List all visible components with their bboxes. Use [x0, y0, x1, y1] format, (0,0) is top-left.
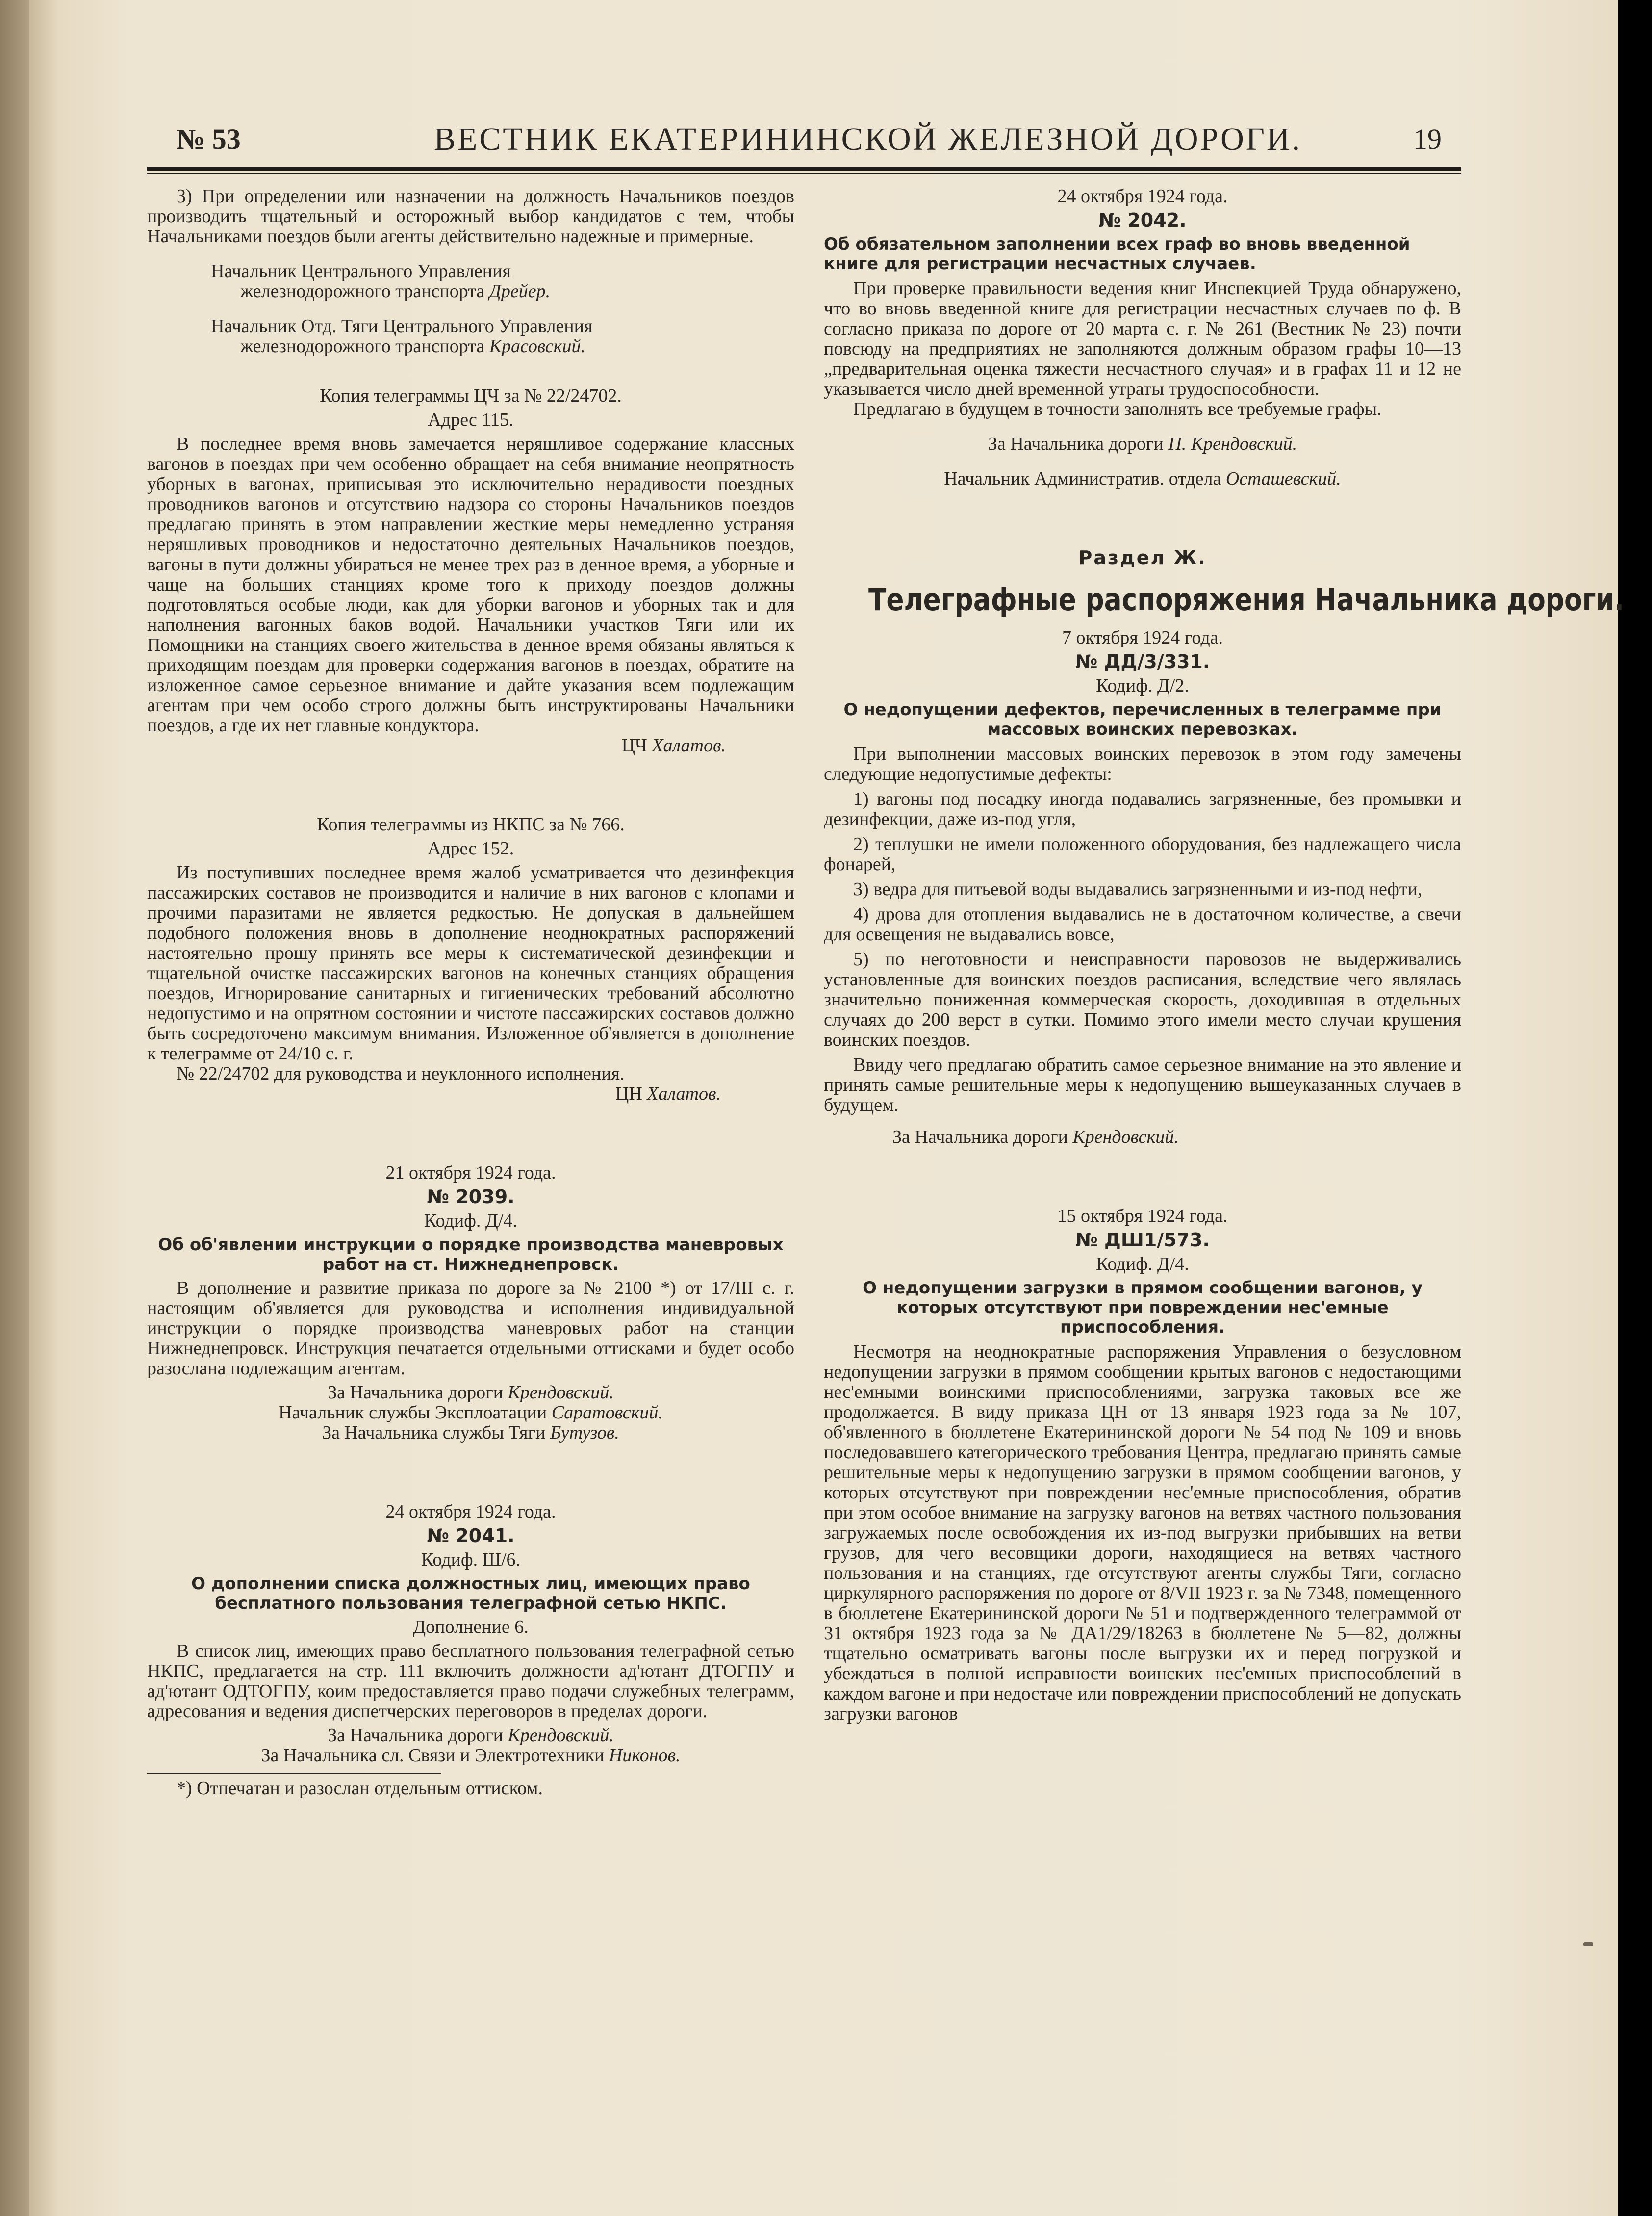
- signature-title: Начальник Центрального Управления: [211, 261, 511, 282]
- signature-line: железнодорожного транспорта Красовский.: [240, 336, 585, 357]
- signature-line: За Начальника дороги Крендовский.: [328, 1382, 614, 1403]
- telegram-address: Адрес 152.: [427, 838, 514, 859]
- signature-line: железнодорожного транспорта Дрейер.: [240, 281, 551, 302]
- order-date: 21 октября 1924 года.: [385, 1162, 556, 1183]
- list-item: 1) вагоны под посадку иногда подавались загрязненные, без промывки и дезинфекции, даже из-под угля,: [824, 789, 1461, 829]
- order-title: О недопущении дефектов, перечисленных в телеграмме при массовых воинских перевозках.: [843, 700, 1442, 739]
- list-item: 5) по неготовности и неисправности паровозов не выдерживались установленные для воинских поездов расписания, вследствие чего являлась значительно пониженная коммерческая скорость, доходившая в отдельных случаях до 200 верст в сутки. Помимо этого имели место случаи крушения воинских поездов.: [824, 949, 1461, 1050]
- signature-line: Начальник службы Эксплоатации Саратовский.: [279, 1402, 663, 1423]
- order-date: 15 октября 1924 года.: [1057, 1206, 1228, 1226]
- signatory-name: Красовский.: [489, 336, 585, 357]
- signatory-name: Никонов.: [609, 1745, 681, 1766]
- telegram-title: Копия телеграммы ЦЧ за № 22/24702.: [320, 386, 622, 406]
- order-body: При проверке правильности ведения книг Инспекцией Труда обнаружено, что во вновь введенной книге для регистрации несчастных случаев по ф. В согласно приказа по дороге от 20 марта с. г. № 261 (Вестник № 23) почти повсюду на предприятиях не заполняются должным образом графы 10—13 „предварительная оценка тяжести несчастного случая» и в графах 11 и 12 не указывается число дней временной утраты трудоспособности.: [824, 278, 1461, 399]
- signature: ЦЧ Халатов.: [621, 735, 726, 756]
- signature: ЦН Халатов.: [615, 1083, 721, 1104]
- signature-line: Начальник Административ. отдела Осташевский.: [944, 468, 1341, 489]
- header-rule-thick: [147, 167, 1461, 171]
- order-body-cont: Предлагаю в будущем в точности заполнять все требуемые графы.: [853, 399, 1382, 419]
- list-item: 4) дрова для отопления выдавались не в достаточном количестве, а свечи для освещения не выдавались вовсе,: [824, 904, 1461, 945]
- page-number: 19: [1413, 123, 1442, 155]
- telegram-body: Из поступивших последнее время жалоб усматривается что дезинфекция пассажирских составов не производится и наличие в них вагонов с клопами и прочими паразитами не является редкостью. Не допуская в дальнейшем подобного положения вновь в дополнение неоднократных распоряжений настоятельно прошу принять все меры к систематической дезинфекции и тщательной очистке пассажирских вагонов на конечных станциях обращения поездов, Игнорирование санитарных и гигиенических требований абсолютно недопустимо и на опрятном состоянии и чистоте пассажирских составов должно быть сосредоточено максимум внимания. Изложенное об'является в дополнение к телеграмме от 24/10 с. г.: [147, 862, 794, 1064]
- footnote: *) Отпечатан и разослан отдельным оттиском.: [177, 1778, 543, 1799]
- paper-mark: [1583, 1942, 1593, 1946]
- supplement-label: Дополнение 6.: [413, 1617, 529, 1637]
- paragraph: 3) При определении или назначении на должность Начальников поездов производить тщательный и осторожный выбор кандидатов с тем, чтобы Начальниками поездов были агенты действительно надежные и примерные.: [147, 186, 794, 247]
- order-title: О дополнении списка должностных лиц, имеющих право бесплатного пользования телеграфной сетью НКПС.: [191, 1574, 750, 1613]
- journal-title: ВЕСТНИК ЕКАТЕРИНИНСКОЙ ЖЕЛЕЗНОЙ ДОРОГИ.: [433, 121, 1302, 157]
- signature-block: [147, 1383, 794, 1443]
- codification: Кодиф. Д/4.: [424, 1211, 517, 1231]
- signatory-name: Осташевский.: [1225, 468, 1341, 489]
- order-title: О недопущении загрузки в прямом сообщении вагонов, у которых отсутствуют при повреждении нес'емные приспособления.: [863, 1278, 1423, 1337]
- signatory-name: П. Крендовский.: [1168, 434, 1297, 454]
- signature-line: За Начальника службы Тяги Бутузов.: [322, 1422, 619, 1443]
- telegram-address: Адрес 115.: [428, 410, 514, 430]
- signature: [147, 261, 794, 302]
- signature-line: За Начальника дороги Крендовский.: [892, 1127, 1179, 1147]
- signatory-name: Крендовский.: [1072, 1127, 1179, 1147]
- left-column: [147, 186, 794, 1799]
- order-body: В список лиц, имеющих право бесплатного пользования телеграфной сетью НКПС, предлагается на стр. 111 включить должности ад'ютант ДТОГПУ и ад'ютант ОДТОГПУ, коим предоставляется право подачи служебных телеграмм, адресования и ведения диспетчерских переговоров в пределах дороги.: [147, 1641, 794, 1722]
- signatory-name: Дрейер.: [489, 281, 551, 302]
- order-number: № ДШ1/573.: [1075, 1229, 1210, 1251]
- section-label: Раздел Ж.: [1078, 547, 1207, 568]
- order-intro: При выполнении массовых воинских перевозок в этом году замечены следующие недопустимые дефекты:: [824, 744, 1461, 784]
- order-number: № 2039.: [427, 1186, 515, 1208]
- signatory-name: Бутузов.: [550, 1422, 619, 1443]
- list-item: 3) ведра для питьевой воды выдавались загрязненными и из-под нефти,: [853, 879, 1423, 900]
- signature-line: За Начальника дороги П. Крендовский.: [988, 434, 1297, 454]
- signature-line: За Начальника сл. Связи и Электротехники Никонов.: [261, 1745, 681, 1766]
- telegram-body: В последнее время вновь замечается неряшливое содержание классных вагонов в поездах при чем особенно обращает на себя внимание неопрятность уборных в вагонах, приписывая это исключительно нерадивости поездных проводников вагонов и отсутствию надзора со стороны Начальников поездов предлагаю принять в этом направлении жесткие меры немедленно устраняя неряшливых проводников и недостаточно деятельных Начальников поездов, вагоны в пути должны убираться не менее трех раз в денное время, а уборные и чаще на больших станциях кроме того к приходу поездов должны подготовляться особые люди, как для уборки вагонов и уборных так и для наполнения вагонных баков водой. Начальники участков Тяги или их Помощники на станциях своего жительства в денное время обязаны являться к приходящим поездам для проверки содержания вагонов в поездах, обратите на изложенное самое серьезное внимание и дайте указания всем подлежащим агентам при чем особо строго должны быть инструктированы Начальники поездов, а где их нет главные кондуктора.: [147, 434, 794, 736]
- right-column: [824, 186, 1625, 1724]
- signature-line: За Начальника дороги Крендовский.: [328, 1725, 614, 1746]
- order-body: В дополнение и развитие приказа по дороге за № 2100 *) от 17/III с. г. настоящим об'является для руководства и исполнения индивидуальной инструкции о порядке производства маневровых работ на станции Нижнеднепровск. Инструкция печатается отдельными оттисками и будет особо разослана подлежащим агентам.: [147, 1278, 794, 1379]
- codification: Кодиф. Д/2.: [1096, 675, 1189, 696]
- footnote-divider: [147, 1773, 441, 1774]
- order-number: № 2042.: [1098, 209, 1187, 231]
- order-date: 7 октября 1924 года.: [1062, 627, 1223, 648]
- order-date: 24 октября 1924 года.: [385, 1501, 556, 1522]
- issue-number: № 53: [177, 123, 241, 155]
- section-title: Телеграфные распоряжения Начальника дороги.: [868, 582, 1625, 618]
- order-body: Несмотря на неоднократные распоряжения Управления о безусловном недопущении загрузки в прямом сообщении крытых вагонов с недостающими нес'емными воинскими приспособлениями, загрузка таковых все же продолжается. В виду приказа ЦН от 13 января 1923 года за № 107, об'явленного в бюллетене Екатерининской дороги № 54 под № 109 и вновь последовавшего категорического требования Центра, предлагаю принять самые решительные меры к недопущению загрузки в прямом сообщении вагонов, у которых отсутствуют при повреждении нес'емные приспособления, обратив при этом особое внимание на загрузку вагонов на ветвях частного пользования загружаемых после освобождения их из-под выгрузки прибывших на ветви грузов, для чего весовщики дороги, находящиеся на ветвях частного пользования и на станциях, где отсутствуют агенты службы Тяги, согласно циркулярного распоряжения по дороге от 8/VII 1923 г. за № 7348, помещенного в бюллетене Екатерининской дороги № 51 и подтвержденного телеграммой от 31 октября 1923 года за № ДА1/29/18263 в бюллетене № 5—82, должны тщательно осматривать вагоны после выгрузки их и перед погрузкой и убеждаться в полной исправности воинских нес'емных приспособлений в каждом вагоне и при недостаче или повреждении приспособлений не допускать загрузки вагонов: [824, 1341, 1461, 1724]
- signatory-name: Халатов.: [652, 735, 726, 756]
- signature-title: Начальник Отд. Тяги Центрального Управления: [211, 316, 593, 336]
- signatory-name: Крендовский.: [508, 1382, 614, 1403]
- signatory-name: Халатов.: [647, 1083, 721, 1104]
- signature-block: [147, 1726, 794, 1766]
- order-closing: Ввиду чего предлагаю обратить самое серьезное внимание на это явление и принять самые решительные меры к недопущению вышеуказанных случаев в будущем.: [824, 1055, 1461, 1115]
- codification: Кодиф. Д/4.: [1096, 1254, 1189, 1274]
- order-number: № 2041.: [427, 1525, 515, 1546]
- telegram-title: Копия телеграммы из НКПС за № 766.: [317, 814, 625, 835]
- page-header: [147, 123, 1461, 167]
- order-title: Об об'явлении инструкции о порядке производства маневровых работ на ст. Нижнеднепровск.: [158, 1235, 784, 1274]
- header-rule-thin: [147, 173, 1461, 174]
- signatory-name: Крендовский.: [508, 1725, 614, 1746]
- list-item: 2) теплушки не имели положенного оборудования, без надлежащего числа фонарей,: [824, 834, 1461, 875]
- signatory-name: Саратовский.: [551, 1402, 663, 1423]
- codification: Кодиф. Ш/6.: [421, 1549, 521, 1570]
- order-date: 24 октября 1924 года.: [1057, 186, 1228, 206]
- order-title: Об обязательном заполнении всех граф во вновь введенной книге для регистрации несчастных случаев.: [824, 234, 1410, 274]
- telegram-body-cont: № 22/24702 для руководства и неуклонного исполнения.: [177, 1063, 625, 1084]
- order-number: № ДД/3/331.: [1075, 651, 1210, 672]
- signature: [147, 316, 794, 357]
